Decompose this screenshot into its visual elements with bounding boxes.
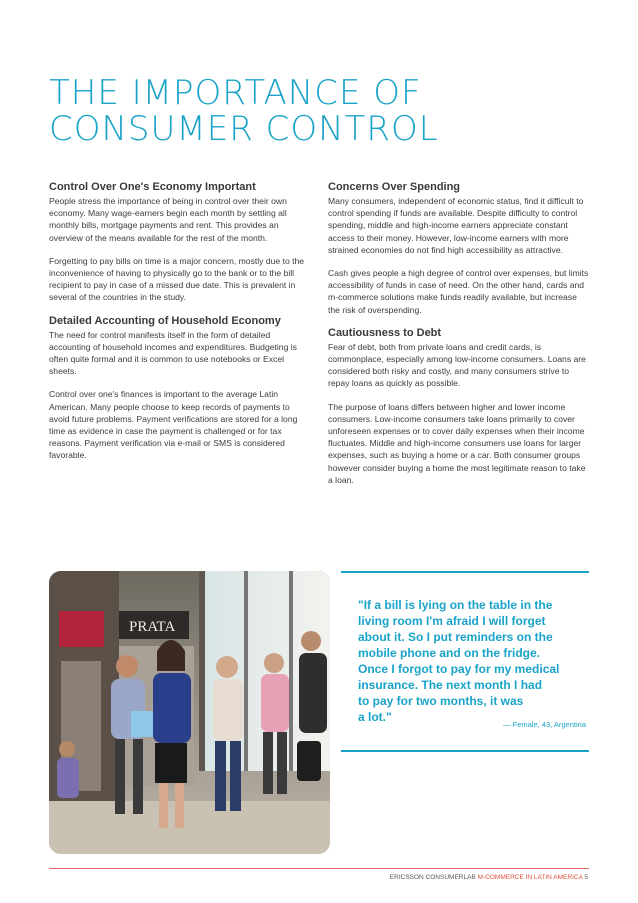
section-heading: Cautiousness to Debt: [328, 326, 442, 339]
right-column: [328, 181, 590, 497]
footer-report-title: M-COMMERCE IN LATIN AMERICA: [477, 874, 583, 881]
shopping-street-photo: [49, 571, 330, 854]
footer-divider: [49, 868, 589, 869]
title-line-2: CONSUMER CONTROL: [49, 109, 439, 149]
paragraph: People stress the importance of being in control over their own economy. Many wage-earners begin each month by settling all monthly bills, mortgage payments and rent. This provides an overview of the means available for the rest of the month.: [49, 196, 287, 243]
page-footer: [390, 874, 588, 881]
paragraph: The need for control manifests itself in the form of detailed accounting of household incomes and expenditures. Budgeting is often quite formal and it is common to use notebooks or Excel sheets.: [49, 329, 297, 377]
paragraph: Cash gives people a high degree of control over expenses, but limits accessibility of funds in case of need. On the other hand, cards and m-commerce solutions make funds readily available, but increase the risk of overspending.: [328, 268, 589, 315]
paragraph: Forgetting to pay bills on time is a major concern, mostly due to the inconvenience of having to physically go to the bank or to the bill recipient to pay in case of a missed due date. This is prevalent in several of the countries in the study.: [49, 255, 305, 303]
quote-box: [341, 571, 589, 752]
quote-attribution: — Female, 43, Argentina: [503, 720, 586, 729]
page-title: [49, 75, 439, 147]
footer-lab: ERICSSON CONSUMERLAB: [389, 874, 476, 881]
customer-quote: "If a bill is lying on the table in the living room I'm afraid I will forget about it. So I put reminders on the mobile phone and on the fridge. Once I forgot to pay for my medical insurance. The next month I had to pay for two months, it was a lot.": [358, 598, 560, 724]
page-number: 5: [584, 874, 588, 881]
prata-sign-text: PRATA: [129, 619, 176, 635]
paragraph: Many consumers, independent of economic status, find it difficult to control spending if funds are available. Despite difficulty to control spending, middle and high-income earners appreciate constant access to their money. However, low-income earners with more strained economies do not find high accessibility as attractive.: [328, 196, 584, 255]
section-heading: Control Over One's Economy Important: [49, 181, 256, 193]
section-heading: Detailed Accounting of Household Economy: [49, 314, 281, 327]
paragraph: The purpose of loans differs between higher and lower income consumers. Low-income consumers take loans primarily to cover unforeseen expenses or to cover daily expenses when their income fluctuates. Middle and high-income consumers use loans for larger expenses, such as buying a home or a car. Both consumer groups however consider buying a home the most legitimate reason to take a loan.: [328, 401, 586, 485]
left-column: [49, 181, 311, 473]
title-line-1: THE IMPORTANCE OF: [49, 73, 422, 113]
section-heading: Concerns Over Spending: [328, 181, 461, 193]
paragraph: Fear of debt, both from private loans and credit cards, is commonplace, especially among low-income consumers. Loans are considered both risky and costly, and many consumers strive to repay loans as quickly as possible.: [328, 341, 586, 389]
paragraph: Control over one's finances is important to the average Latin American. Many people choose to keep records of payments to avoid future problems. Payment verifications are stored for a long time as evidence in case the payment is challenged or for tax reasons. Payment verification via e-mail or SMS is considered favorable.: [49, 389, 298, 461]
